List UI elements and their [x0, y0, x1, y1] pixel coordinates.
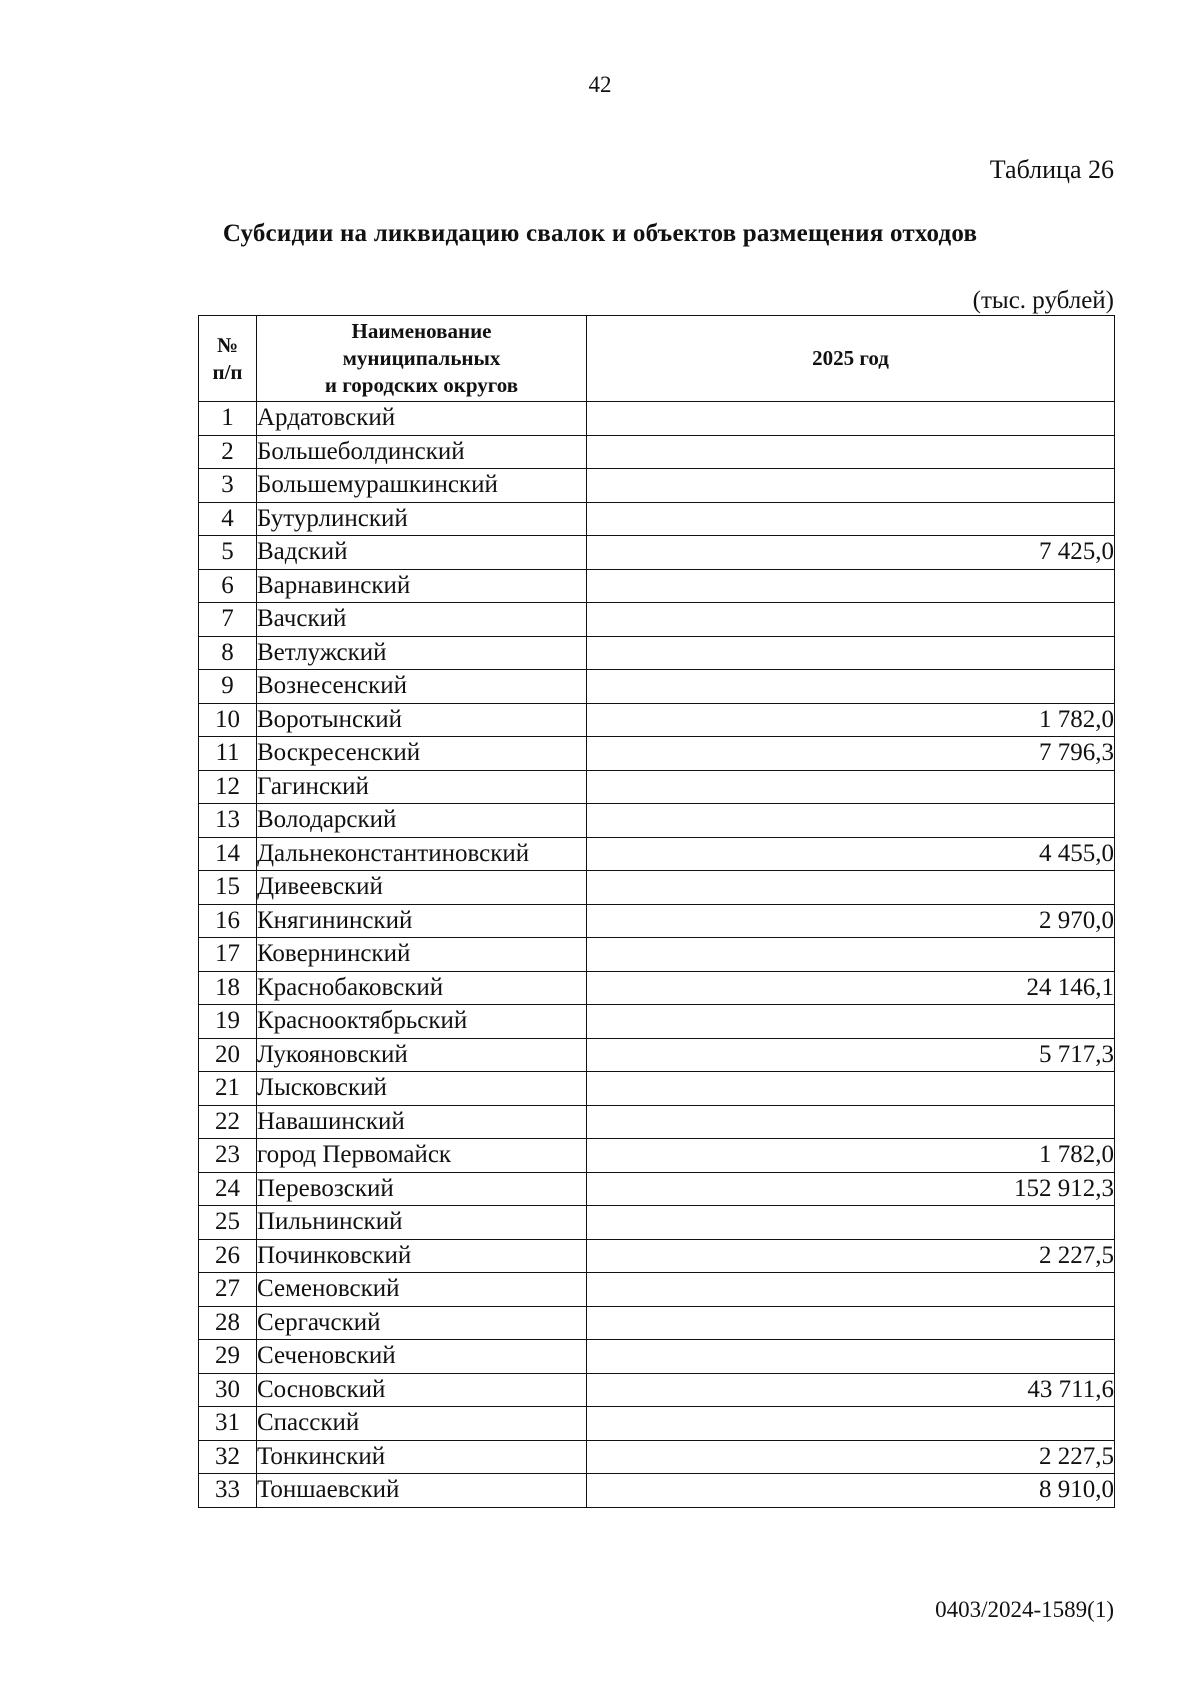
row-value: 7 796,3: [587, 737, 1115, 771]
row-name: Варнавинский: [257, 569, 587, 603]
row-number: 24: [199, 1172, 257, 1206]
row-name: Сосновский: [257, 1373, 587, 1407]
row-name: Тонкинский: [257, 1440, 587, 1474]
row-number: 19: [199, 1005, 257, 1039]
row-value: [587, 670, 1115, 704]
table-row: [199, 1105, 1115, 1139]
row-number: 15: [199, 871, 257, 905]
table-row: [199, 971, 1115, 1005]
row-number: 4: [199, 502, 257, 536]
row-number: 21: [199, 1072, 257, 1106]
header-number: [199, 316, 257, 402]
table-row: [199, 804, 1115, 838]
header-name-line1: Наименование: [351, 319, 492, 343]
table-row: [199, 502, 1115, 536]
row-name: Воротынский: [257, 703, 587, 737]
table-row: [199, 402, 1115, 436]
header-value-2025: 2025 год: [587, 316, 1115, 402]
row-number: 7: [199, 603, 257, 637]
row-value: 1 782,0: [587, 1139, 1115, 1173]
table-row: [199, 1172, 1115, 1206]
row-number: 17: [199, 938, 257, 972]
row-name: Тоншаевский: [257, 1474, 587, 1508]
row-name: Гагинский: [257, 770, 587, 804]
row-number: 8: [199, 636, 257, 670]
row-number: 28: [199, 1306, 257, 1340]
row-value: [587, 603, 1115, 637]
row-number: 3: [199, 469, 257, 503]
row-value: [587, 1105, 1115, 1139]
row-value: [587, 636, 1115, 670]
row-name: Дальнеконстантиновский: [257, 837, 587, 871]
table-row: [199, 636, 1115, 670]
table-row: [199, 837, 1115, 871]
row-number: 13: [199, 804, 257, 838]
table-row: [199, 569, 1115, 603]
row-number: 1: [199, 402, 257, 436]
row-number: 25: [199, 1206, 257, 1240]
row-number: 5: [199, 536, 257, 570]
row-name: Пильнинский: [257, 1206, 587, 1240]
row-name: Дивеевский: [257, 871, 587, 905]
row-name: Большемурашкинский: [257, 469, 587, 503]
header-name-line3: и городских округов: [324, 373, 519, 397]
row-value: [587, 938, 1115, 972]
row-value: [587, 1072, 1115, 1106]
row-value: 43 711,6: [587, 1373, 1115, 1407]
row-name: Лысковский: [257, 1072, 587, 1106]
row-name: Вачский: [257, 603, 587, 637]
table-row: [199, 1273, 1115, 1307]
row-value: [587, 1407, 1115, 1441]
row-name: Починковский: [257, 1239, 587, 1273]
table-row: [199, 1340, 1115, 1374]
row-name: Сергачский: [257, 1306, 587, 1340]
row-number: 29: [199, 1340, 257, 1374]
row-value: [587, 1340, 1115, 1374]
row-number: 12: [199, 770, 257, 804]
row-value: [587, 1273, 1115, 1307]
header-name: [257, 316, 587, 402]
table-row: [199, 1373, 1115, 1407]
row-name: Большеболдинский: [257, 435, 587, 469]
header-name-line2: муниципальных: [342, 346, 501, 370]
row-number: 20: [199, 1038, 257, 1072]
table-row: [199, 904, 1115, 938]
row-number: 16: [199, 904, 257, 938]
table-row: [199, 703, 1115, 737]
row-name: Спасский: [257, 1407, 587, 1441]
table-header-row: [199, 316, 1115, 402]
row-value: 2 227,5: [587, 1239, 1115, 1273]
table-label: Таблица 26: [989, 155, 1114, 184]
table-body: [199, 402, 1115, 1508]
row-number: 27: [199, 1273, 257, 1307]
row-number: 14: [199, 837, 257, 871]
row-name: Краснобаковский: [257, 971, 587, 1005]
row-value: [587, 770, 1115, 804]
table-row: [199, 1005, 1115, 1039]
row-value: [587, 469, 1115, 503]
row-value: [587, 502, 1115, 536]
row-name: Володарский: [257, 804, 587, 838]
row-value: [587, 435, 1115, 469]
row-number: 6: [199, 569, 257, 603]
table-row: [199, 670, 1115, 704]
row-name: Ковернинский: [257, 938, 587, 972]
row-name: Княгининский: [257, 904, 587, 938]
row-value: [587, 1306, 1115, 1340]
table-row: [199, 469, 1115, 503]
document-code: 0403/2024-1589(1): [935, 1597, 1114, 1622]
table-row: [199, 1206, 1115, 1240]
row-number: 33: [199, 1474, 257, 1508]
row-value: 152 912,3: [587, 1172, 1115, 1206]
row-name: Сеченовский: [257, 1340, 587, 1374]
table-row: [199, 1072, 1115, 1106]
row-value: [587, 1206, 1115, 1240]
row-number: 18: [199, 971, 257, 1005]
row-name: Навашинский: [257, 1105, 587, 1139]
row-number: 32: [199, 1440, 257, 1474]
table-row: [199, 1407, 1115, 1441]
table-row: [199, 770, 1115, 804]
row-value: 8 910,0: [587, 1474, 1115, 1508]
row-number: 30: [199, 1373, 257, 1407]
row-number: 22: [199, 1105, 257, 1139]
page-number: 42: [588, 72, 612, 97]
row-value: [587, 402, 1115, 436]
row-value: [587, 569, 1115, 603]
table-row: [199, 536, 1115, 570]
row-number: 31: [199, 1407, 257, 1441]
row-value: [587, 1005, 1115, 1039]
row-number: 11: [199, 737, 257, 771]
row-value: [587, 804, 1115, 838]
table-row: [199, 737, 1115, 771]
row-name: Перевозский: [257, 1172, 587, 1206]
row-name: Ардатовский: [257, 402, 587, 436]
row-value: 1 782,0: [587, 703, 1115, 737]
row-number: 9: [199, 670, 257, 704]
table-row: [199, 938, 1115, 972]
table-row: [199, 603, 1115, 637]
table-row: [199, 1440, 1115, 1474]
row-number: 23: [199, 1139, 257, 1173]
units-label: (тыс. рублей): [972, 287, 1114, 314]
table-row: [199, 1038, 1115, 1072]
row-number: 26: [199, 1239, 257, 1273]
document-title: Субсидии на ликвидацию свалок и объектов размещения отходов: [222, 220, 978, 247]
row-value: 7 425,0: [587, 536, 1115, 570]
table-row: [199, 1239, 1115, 1273]
row-value: 4 455,0: [587, 837, 1115, 871]
subsidies-table: [198, 315, 1115, 1508]
row-value: 24 146,1: [587, 971, 1115, 1005]
row-value: [587, 871, 1115, 905]
row-name: Семеновский: [257, 1273, 587, 1307]
table-row: [199, 1474, 1115, 1508]
row-name: Бутурлинский: [257, 502, 587, 536]
table-row: [199, 1306, 1115, 1340]
row-value: 5 717,3: [587, 1038, 1115, 1072]
row-name: Вадский: [257, 536, 587, 570]
row-value: 2 227,5: [587, 1440, 1115, 1474]
row-number: 10: [199, 703, 257, 737]
row-name: Краснооктябрьский: [257, 1005, 587, 1039]
header-number-line1: №: [216, 332, 239, 357]
row-name: Лукояновский: [257, 1038, 587, 1072]
row-name: город Первомайск: [257, 1139, 587, 1173]
row-number: 2: [199, 435, 257, 469]
row-name: Воскресенский: [257, 737, 587, 771]
header-number-line2: п/п: [212, 359, 243, 384]
row-value: 2 970,0: [587, 904, 1115, 938]
row-name: Ветлужский: [257, 636, 587, 670]
row-name: Вознесенский: [257, 670, 587, 704]
table-row: [199, 1139, 1115, 1173]
table-row: [199, 435, 1115, 469]
table-row: [199, 871, 1115, 905]
